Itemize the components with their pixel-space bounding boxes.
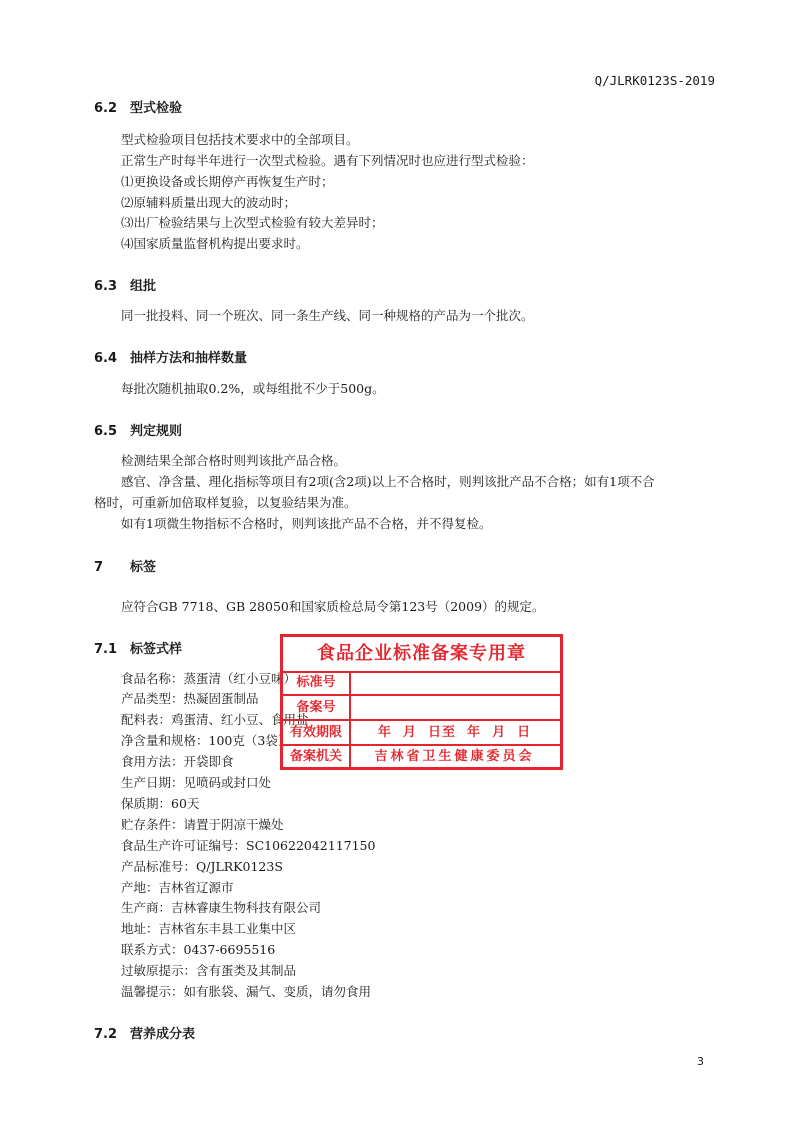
paragraph: 应符合GB 7718、GB 28050和国家质检总局令第123号（2009）的规定。 <box>121 599 545 614</box>
section-number: 6.2 <box>94 101 118 116</box>
label-line: 地址：吉林省东丰县工业集中区 <box>121 921 297 936</box>
label-line: 产地：吉林省辽源市 <box>121 880 234 895</box>
stamp-row-key: 备案机关 <box>283 745 351 768</box>
label-line: 配料表：鸡蛋清、红小豆、食用盐 <box>121 712 309 727</box>
label-line: 温馨提示：如有胀袋、漏气、变质，请勿食用 <box>121 984 372 999</box>
label-line: 生产商：吉林睿康生物科技有限公司 <box>121 900 322 915</box>
stamp-row-key: 备案号 <box>283 696 351 719</box>
section-7-heading <box>94 556 156 575</box>
label-line: 产品类型：热凝固蛋制品 <box>121 691 259 706</box>
stamp-row-filing-number <box>283 696 560 721</box>
label-line: 食品名称：蒸蛋清（红小豆味） <box>121 671 297 686</box>
label-line: 食用方法：开袋即食 <box>121 754 234 769</box>
filing-stamp <box>280 634 563 770</box>
section-6-5-heading <box>94 420 182 439</box>
stamp-row-value: 年 月 日至 年 月 日 <box>377 725 532 740</box>
list-item: ⑷国家质量监督机构提出要求时。 <box>121 236 309 251</box>
section-number: 7.1 <box>94 642 118 657</box>
standard-code: Q/JLRK0123S-2019 <box>594 73 715 88</box>
stamp-title: 食品企业标准备案专用章 <box>283 637 560 673</box>
section-number: 6.3 <box>94 279 118 294</box>
label-line: 保质期：60天 <box>121 796 200 811</box>
label-line: 过敏原提示：含有蛋类及其制品 <box>121 963 297 978</box>
stamp-row-value <box>353 671 556 694</box>
stamp-row-validity <box>283 721 560 746</box>
section-title: 组批 <box>130 279 157 294</box>
section-7-2-heading <box>94 1023 195 1042</box>
stamp-row-key: 有效期限 <box>283 721 351 744</box>
list-item: ⑵原辅料质量出现大的波动时； <box>121 195 297 210</box>
paragraph: 每批次随机抽取0.2%，或每组批不少于500g。 <box>121 381 385 396</box>
paragraph: 如有1项微生物指标不合格时，则判该批产品不合格，并不得复检。 <box>121 516 492 531</box>
section-title: 标签式样 <box>130 642 183 657</box>
list-item: ⑶出厂检验结果与上次型式检验有较大差异时； <box>121 215 384 230</box>
label-line: 贮存条件：请置于阴凉干燥处 <box>121 817 284 832</box>
stamp-row-value <box>353 696 556 719</box>
section-6-3-heading <box>94 275 156 294</box>
paragraph: 格时，可重新加倍取样复验，以复验结果为准。 <box>94 495 357 510</box>
stamp-row-key: 标准号 <box>283 671 351 694</box>
stamp-row-value: 吉林省卫生健康委员会 <box>374 749 535 764</box>
section-title: 抽样方法和抽样数量 <box>130 351 248 366</box>
stamp-row-authority <box>283 745 560 768</box>
paragraph: 正常生产时每半年进行一次型式检验。遇有下列情况时也应进行型式检验： <box>121 153 534 168</box>
section-number: 6.5 <box>94 424 118 439</box>
section-6-4-heading <box>94 347 247 366</box>
section-number: 6.4 <box>94 351 118 366</box>
label-line: 产品标准号：Q/JLRK0123S <box>121 859 283 874</box>
page-number: 3 <box>697 1055 704 1068</box>
label-line: 生产日期：见喷码或封口处 <box>121 775 272 790</box>
section-7-1-heading <box>94 638 182 657</box>
section-title: 标签 <box>130 560 157 575</box>
section-title: 判定规则 <box>130 424 183 439</box>
section-6-2-heading <box>94 97 182 116</box>
paragraph: 检测结果全部合格时则判该批产品合格。 <box>121 453 347 468</box>
paragraph: 同一批投料、同一个班次、同一条生产线、同一种规格的产品为一个批次。 <box>121 308 534 323</box>
label-line: 净含量和规格：100克（3袋） <box>121 733 291 748</box>
paragraph: 感官、净含量、理化指标等项目有2项(含2项)以上不合格时，则判该批产品不合格；如有1项不合 <box>121 474 655 489</box>
label-line: 食品生产许可证编号：SC10622042117150 <box>121 838 376 853</box>
section-title: 型式检验 <box>130 101 183 116</box>
section-number: 7 <box>94 560 104 575</box>
paragraph: 型式检验项目包括技术要求中的全部项目。 <box>121 132 359 147</box>
section-number: 7.2 <box>94 1027 118 1042</box>
list-item: ⑴更换设备或长期停产再恢复生产时； <box>121 174 334 189</box>
label-line: 联系方式：0437-6695516 <box>121 942 276 957</box>
stamp-row-standard-number <box>283 671 560 696</box>
section-title: 营养成分表 <box>130 1027 196 1042</box>
